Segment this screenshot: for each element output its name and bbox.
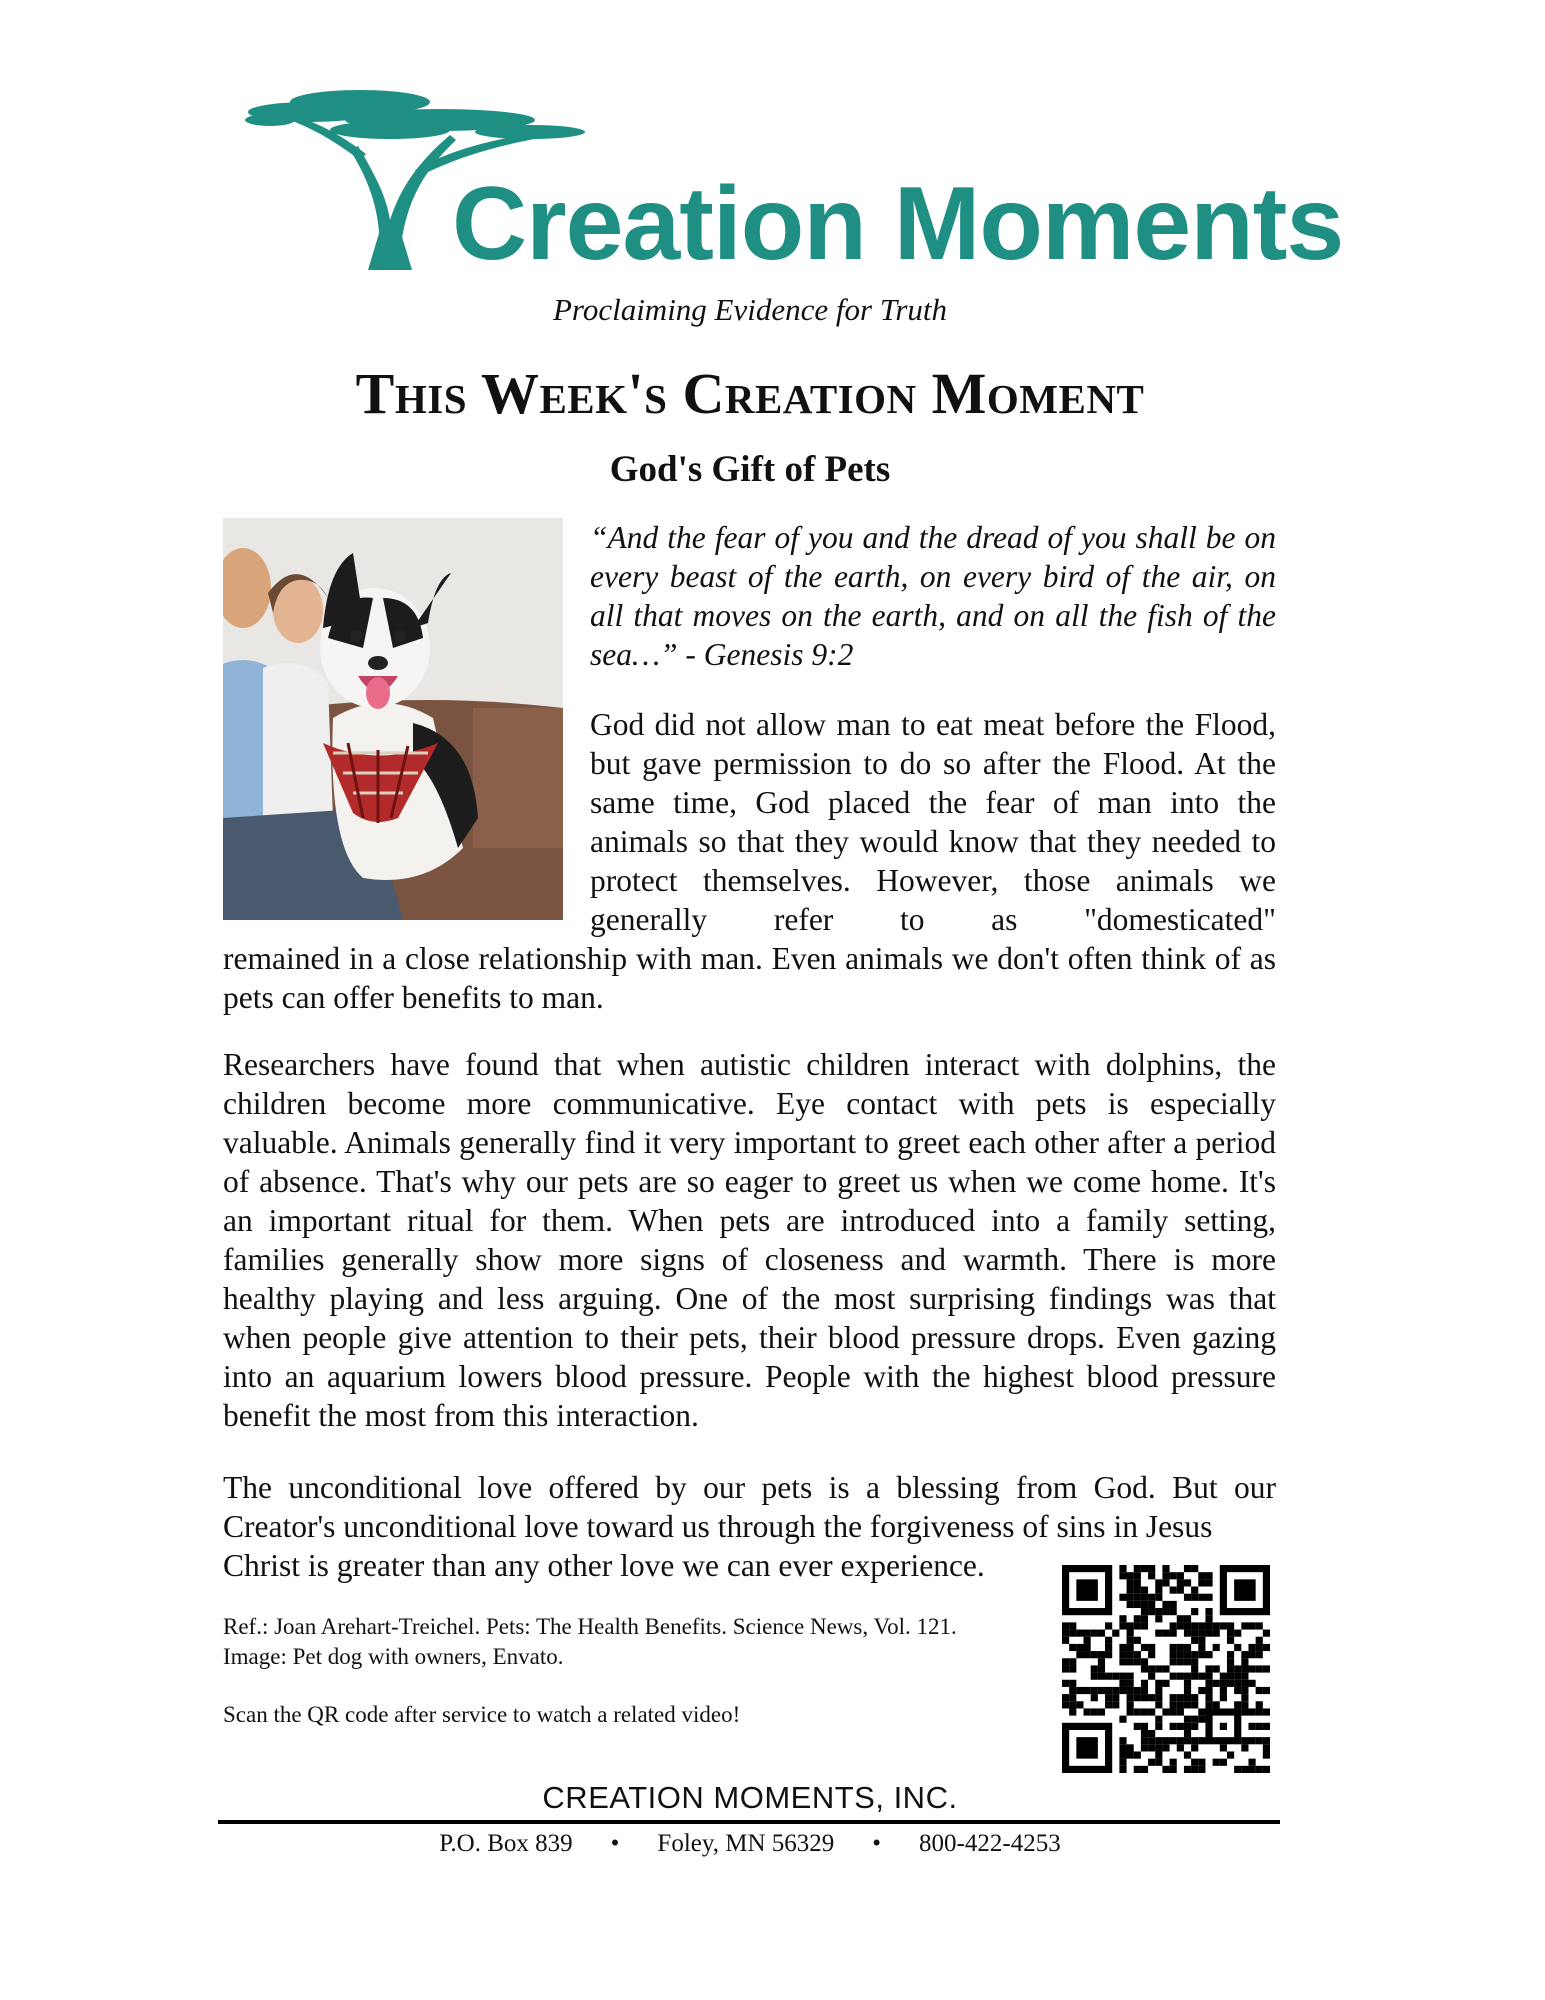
paragraph-2: Researchers have found that when autistic children interact with dolphins, the children become more communicative. Eye contact with pets is especially valuable. Animals generally find it very important to greet each other after a period of absence. That's why our pets are so eager to greet us when we come home. It's an important ritual for them. When pets are introduced into a family setting, families generally show more signs of closeness and warmth. There is more healthy playing and less arguing. One of the most surprising findings was that when people give attention to their pets, their blood pressure drops. Even gazing into an aquarium lowers blood pressure. People with the highest blood pressure benefit the most from this interaction.	[223, 1047, 1276, 1433]
scripture-quote: “And the fear of you and the dread of you shall be on every beast of the earth, on every bird of the air, on all that moves on the earth, and on all the fish of the sea…” - Genesis 9:2	[590, 520, 1276, 672]
paragraph-1-continued: remained in a close relationship with man. Even animals we don't often think of as pets can offer benefits to man.	[223, 941, 1276, 1015]
footer-separator: •	[872, 1830, 882, 1857]
footer-divider	[218, 1820, 1280, 1824]
paragraph-3-last: Christ is greater than any other love we can ever experience.	[223, 1548, 985, 1583]
dog-photo	[223, 518, 563, 920]
footer-po-box: P.O. Box 839	[439, 1830, 573, 1857]
footer-phone: 800-422-4253	[919, 1830, 1061, 1857]
paragraph-3-main: The unconditional love offered by our pets is a blessing from God. But our Creator's unconditional love toward us through the forgiveness of sins in Jesus	[223, 1470, 1276, 1544]
footer-address	[0, 1830, 1500, 1858]
article-title: God's Gift of Pets	[609, 449, 891, 490]
tagline: Proclaiming Evidence for Truth	[552, 292, 948, 327]
scan-note: Scan the QR code after service to watch a related video!	[223, 1702, 741, 1727]
reference-note: Ref.: Joan Arehart-Treichel. Pets: The Health Benefits. Science News, Vol. 121. Image: Pet dog with owners, Envato.	[223, 1614, 957, 1669]
qr-code-icon[interactable]	[1062, 1565, 1270, 1773]
page-title: This Week's Creation Moment	[355, 361, 1145, 426]
footer-company: CREATION MOMENTS, INC.	[542, 1780, 958, 1815]
brand-logo	[240, 80, 1344, 282]
paragraph-1-wrap: God did not allow man to eat meat before the Flood, but gave permission to do so after the Flood. At the same time, God placed the fear of man into the animals so that they would know that they needed to protect themselves. However, those animals we generally refer to as "domesticated"	[590, 707, 1276, 937]
footer-separator: •	[610, 1830, 620, 1857]
footer-city: Foley, MN 56329	[657, 1830, 835, 1857]
brand-name: Creation Moments	[452, 166, 1344, 282]
